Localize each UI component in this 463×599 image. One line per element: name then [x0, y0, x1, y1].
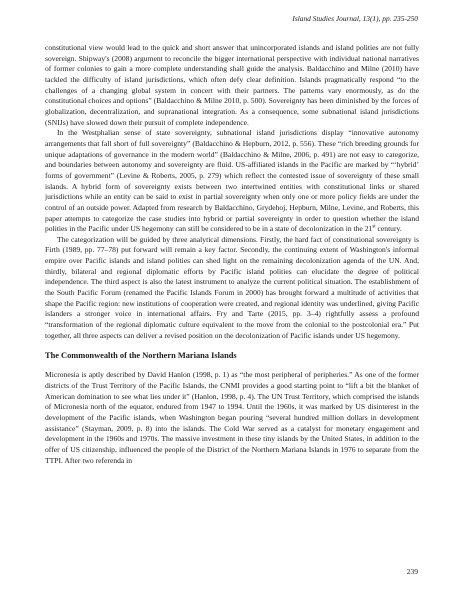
body-paragraph-1: constitutional view would lead to the quick and short answer that unincorporated islands and island polities are not fully sovereign. Shipway's (2008) argument to reconcile the bigger international perspective with individual national narratives of former colonies to gain a more complete understanding shall guide the analysis. Baldacchino and Milne (2010) have tackled the difficulty of island jurisdictions, which often defy clear definition. Islands pragmatically respond “to the challenges of a changing global system in concert with their partners. The patterns vary enormously, as do the constitutional choices and options” (Baldacchino & Milne 2010, p. 500). Sovereignty has been diminished by the forces of globalization, decentralization, and supranational integration. As a consequence, some subnational island jurisdictions (SNIJs) have slowed down their pursuit of complete independence.: [45, 43, 419, 127]
body-paragraph-4: Micronesia is aptly described by David Hanlon (1998, p. 1) as “the most peripheral of peripheries.” As one of the former districts of the Trust Territory of the Pacific Islands, the CNMI provides a good starting point to “lift a bit the blanket of American domination to see what lies under it” (Hanlon, 1998, p. 4). The UN Trust Territory, which comprised the islands of Micronesia north of the equator, endured from 1947 to 1994. Until the 1960s, it was marked by US disinterest in the development of the Pacific islands, when Washington began pouring “several hundred million dollars in development assistance” (Stayman, 2009, p. 8) into the islands. The Cold War served as a catalyst for monetary engagement and development in the 1960s and 1970s. The massive investment in these tiny islands by the United States, in addition to the offer of US citizenship, influenced the people of the District of the Northern Mariana Islands in 1976 to separate from the TTPI. After two referenda in: [45, 370, 419, 465]
body-paragraph-3: The categorization will be guided by three analytical dimensions. Firstly, the hard fact of constitutional sovereignty is Firth (1989, pp. 77–78) put forward will remain a key factor. Secondly, the continuing extent of Washington's informal empire over Pacific islands and island polities can shed light on the remaining decolonization agenda of the UN. And, thirdly, bilateral and regional diplomatic efforts by Pacific island polities can elucidate the degree of political independence. The third aspect is also the latest instrument to analyze the current political situation. The establishment of the South Pacific Forum (renamed the Pacific Islands Forum in 2000) has brought forward a multitude of activities that shape the Pacific region: new institutions of cooperation were created, and regional identity was underlined, giving Pacific islanders a stronger voice in international affairs. Fry and Tarte (2015, pp. 3–4) rightfully assess a profound “transformation of the regional diplomatic culture equivalent to the move from the colonial to the postcolonial era.” Put together, all three aspects can deliver a revised position on the decolonization of Pacific islands under US hegemony.: [45, 234, 419, 340]
page-number: 239: [406, 567, 418, 576]
ordinal-superscript: st: [372, 224, 376, 230]
body-paragraph-2: [45, 128, 419, 235]
paragraph-2-text: In the Westphalian sense of state sovereignty, subnational island jurisdictions display “innovative autonomy arrangements that fall short of full sovereignty” (Baldacchino & Hepburn, 2012, p. 556). These “rich breeding grounds for unique adaptations of governance in the modern world” (Baldacchino & Milne, 2006, p. 491) are not easy to categorize, and boundaries between autonomy and sovereignty are fluid. US-affiliated islands in the Pacific are marked by “‘hybrid’ forms of government” (Levine & Roberts, 2005, p. 279) which reflect the contested issue of sovereignty of these small islands. A hybrid form of sovereignty exists between two intertwined entities with constitutional links or shared jurisdictions while an entity can be said to exist in partial sovereignty when only one or more policy fields are under the control of an outside power. Adapted from research by Baldacchino, Grydehoj, Hepburn, Milne, Levine, and Roberts, this paper attempts to categorize the case studies into hybrid or partial sovereignty in order to question whether the island polities in the Pacific under US hegemony can still be considered to be in a state of decolonization in the 21: [45, 128, 419, 234]
paragraph-2-end: century.: [375, 224, 402, 234]
running-header: Island Studies Journal, 13(1), pp. 235-250: [292, 14, 418, 23]
article-body: [45, 43, 419, 466]
section-heading: The Commonwealth of the Northern Mariana Islands: [45, 351, 237, 361]
